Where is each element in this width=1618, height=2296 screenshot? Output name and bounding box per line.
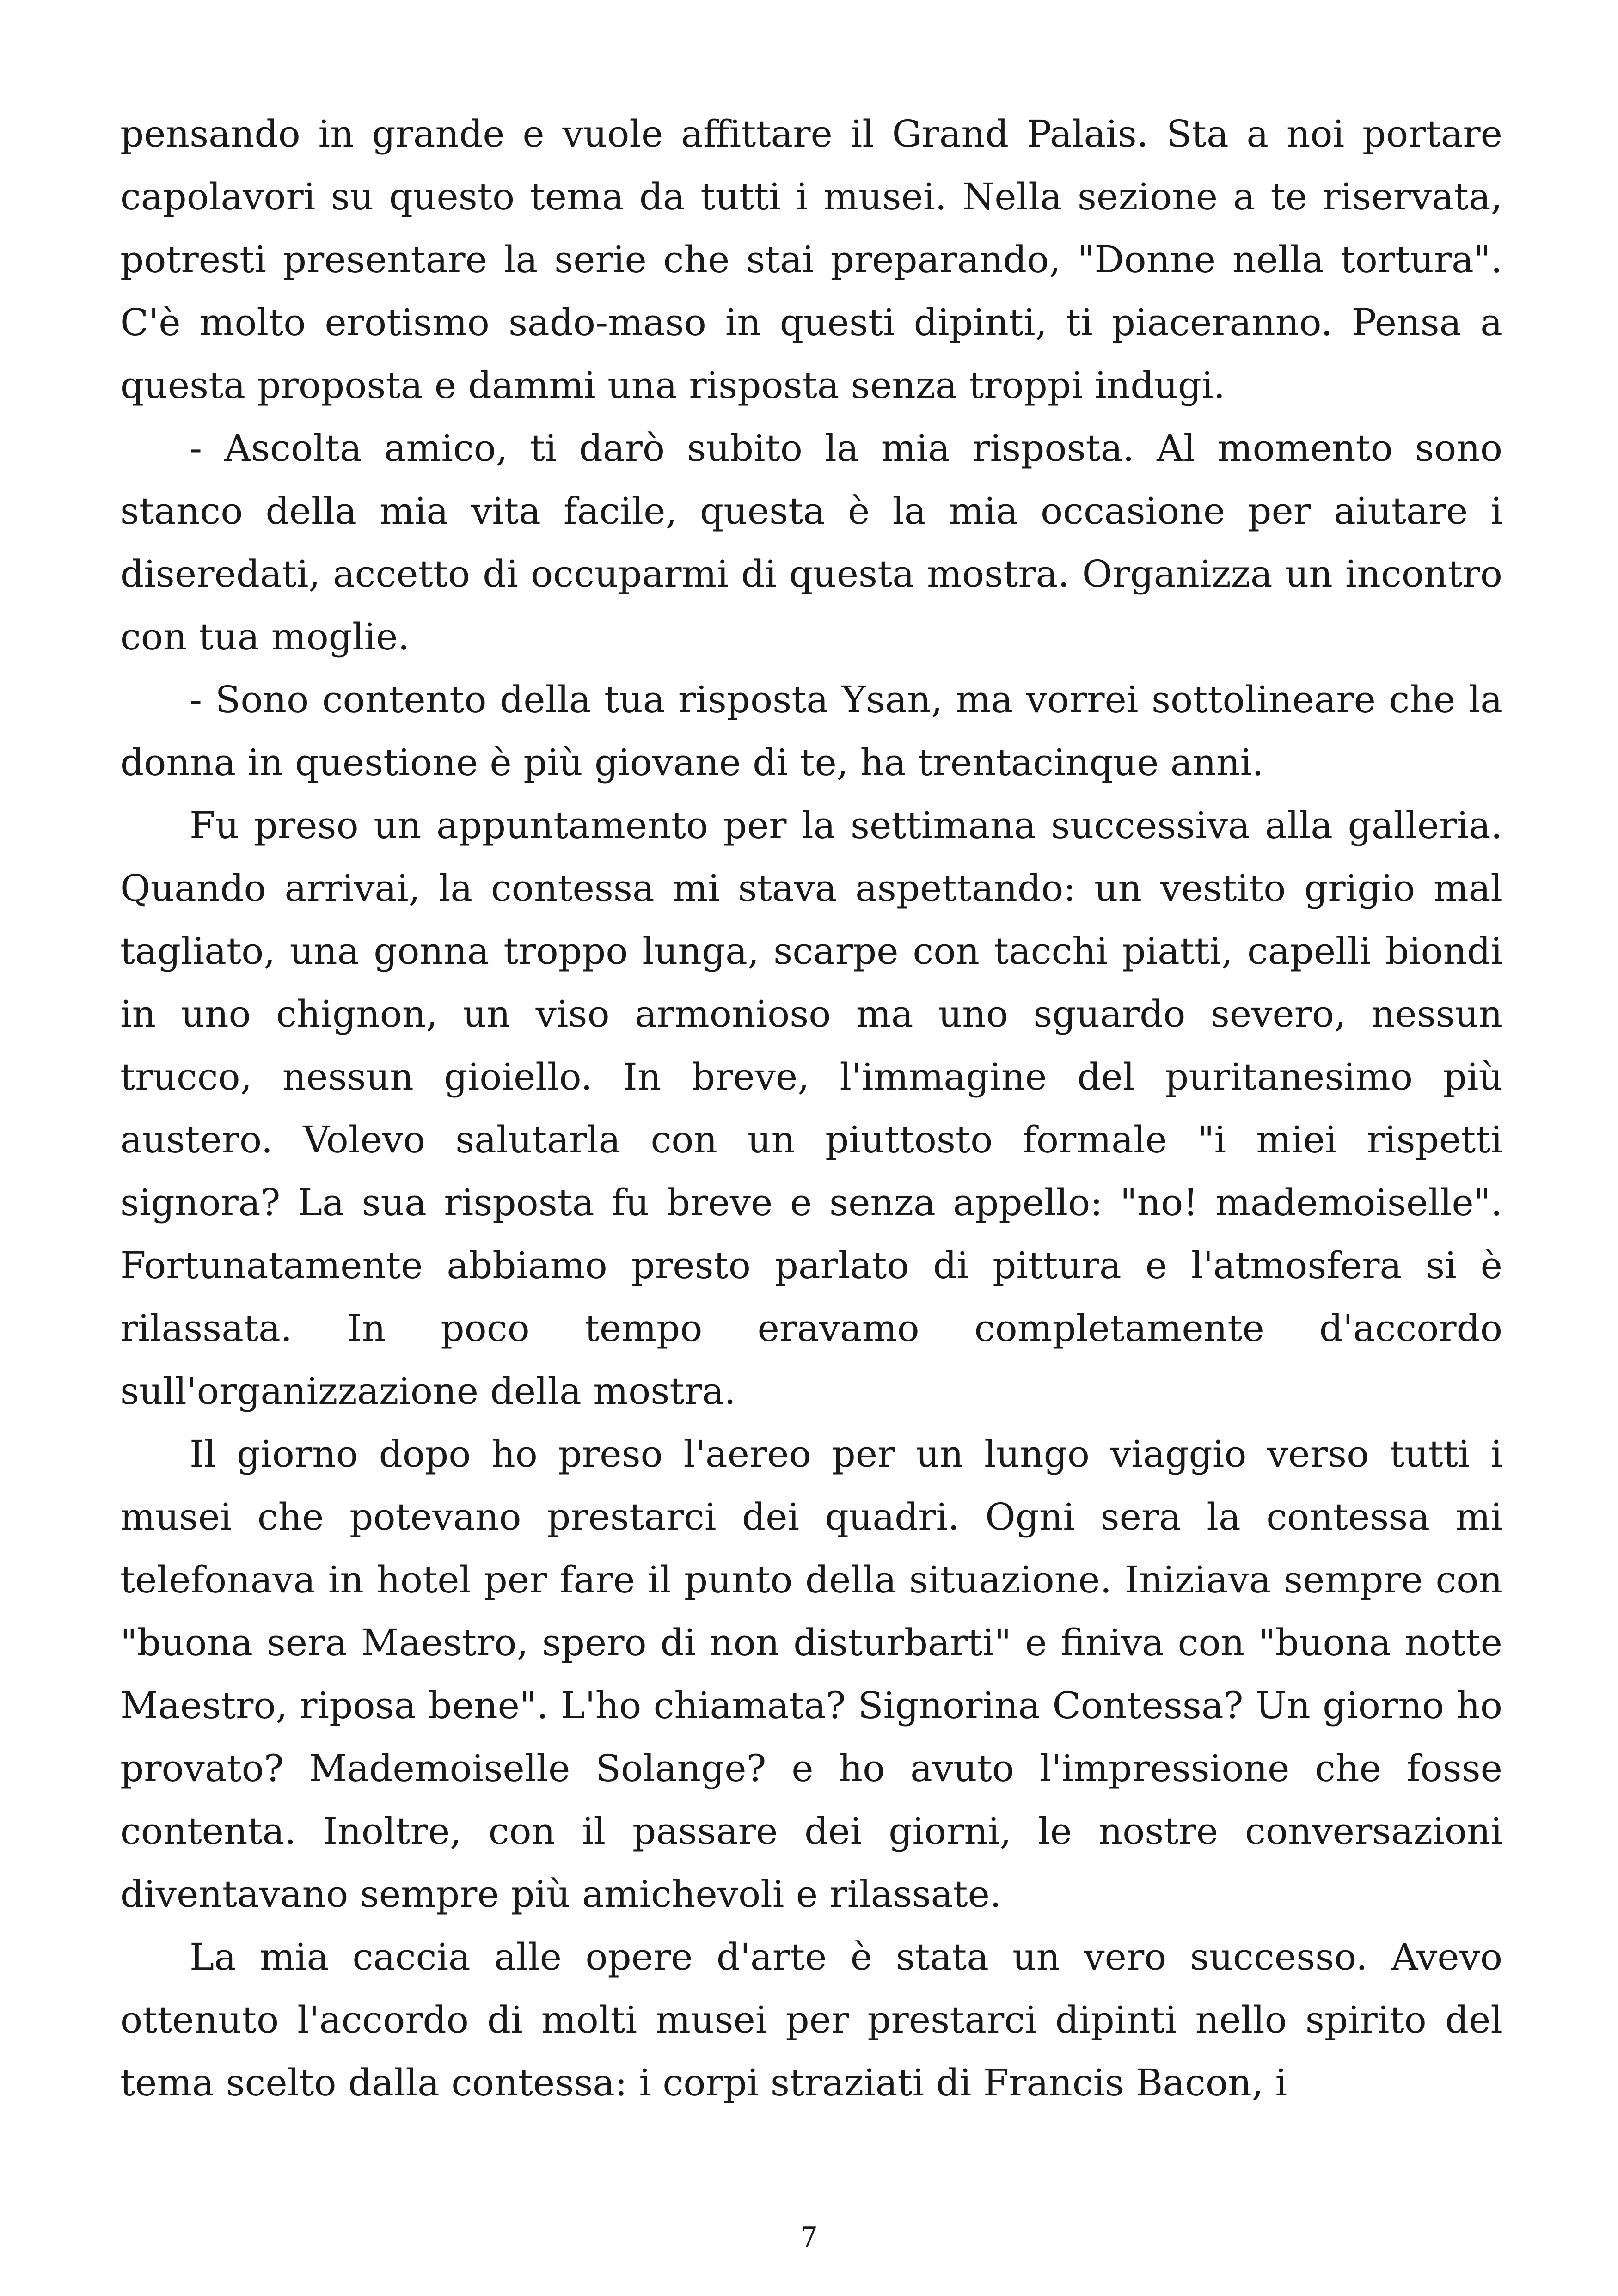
page-number: 7 [800, 2221, 818, 2253]
paragraph-dialogue-ysan-reply: - Ascolta amico, ti darò subito la mia risposta. Al momento sono stanco della mia vita facile, questa è la mia occasione per aiutare i diseredati, accetto di occuparmi di questa mostra. Organizza un incontro con tua moglie. [120, 427, 1502, 658]
paragraph-meeting-countess: Fu preso un appuntamento per la settimana successiva alla galleria. Quando arrivai, la contessa mi stava aspettando: un vestito grigio mal tagliato, una gonna troppo lunga, scarpe con tacchi piatti, capelli biondi in uno chignon, un viso armonioso ma uno sguardo severo, nessun trucco, nessun gioiello. In breve, l'immagine del puritanesimo più austero. Volevo salutarla con un piuttosto formale "i miei rispetti signora? La sua risposta fu breve e senza appello: "no! mademoiselle". Fortunatamente abbiamo presto parlato di pittura e l'atmosfera si è rilassata. In poco tempo eravamo completamente d'accordo sull'organizzazione della mostra. [120, 804, 1502, 1413]
paragraph-dialogue-friend-reply: - Sono contento della tua risposta Ysan, ma vorrei sottolineare che la donna in questione è più giovane di te, ha trentacinque anni. [120, 678, 1502, 784]
body-text [120, 103, 1502, 2114]
paragraph-art-hunt: La mia caccia alle opere d'arte è stata un vero successo. Avevo ottenuto l'accordo di molti musei per prestarci dipinti nello spirito del tema scelto dalla contessa: i corpi straziati di Francis Bacon, i [120, 1935, 1502, 2104]
paragraph-museum-trip: Il giorno dopo ho preso l'aereo per un lungo viaggio verso tutti i musei che potevano prestarci dei quadri. Ogni sera la contessa mi telefonava in hotel per fare il punto della situazione. Iniziava sempre con "buona sera Maestro, spero di non disturbarti" e finiva con "buona notte Maestro, riposa bene". L'ho chiamata? Signorina Contessa? Un giorno ho provato? Mademoiselle Solange? e ho avuto l'impressione che fosse contenta. Inoltre, con il passare dei giorni, le nostre conversazioni diventavano sempre più amichevoli e rilassate. [120, 1433, 1502, 1916]
paragraph-continuation: pensando in grande e vuole affittare il Grand Palais. Sta a noi portare capolavori su questo tema da tutti i musei. Nella sezione a te riservata, potresti presentare la serie che stai preparando, "Donne nella tortura". C'è molto erotismo sado-maso in questi dipinti, ti piaceranno. Pensa a questa proposta e dammi una risposta senza troppi indugi. [120, 112, 1502, 407]
